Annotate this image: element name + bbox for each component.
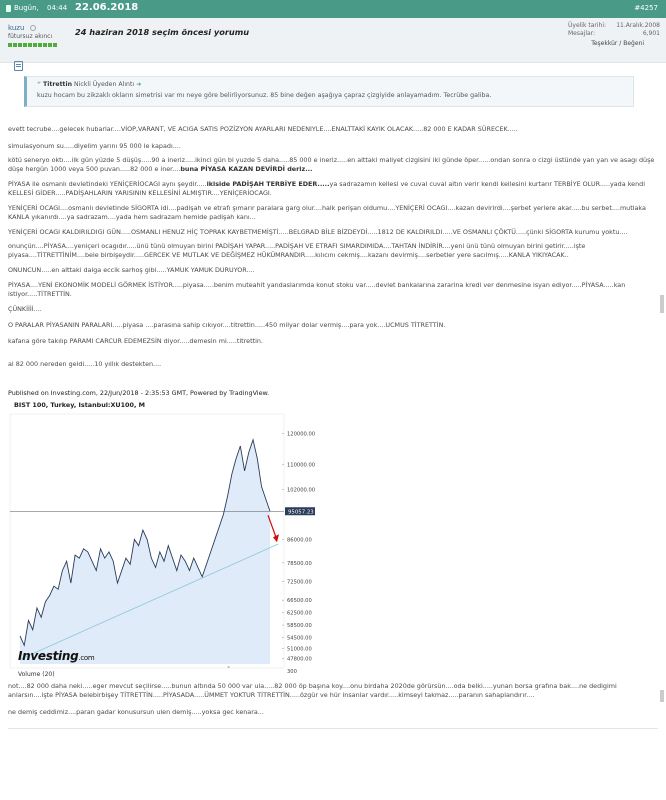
post-line: PİYASA ile osmanlı devletindeki YENİÇERİOCAGI aynı şeydir.....ikiside PADİŞAH TERBİYE EDER.....ya sadrazamın kellesi ve cuval cuval altın verir kendi kellesini kurtarır TERBİYE OLUR.....yada kendi KELLESİ GİDER.....PADİŞAHLARIN YARISININ KELLESİNİ ALMIŞTIR....YENİÇERİOCAGI. — [8, 180, 645, 197]
quote-author-suffix: Nickli Üyeden Alıntı — [74, 81, 135, 88]
y-tick-label: 66500.00 — [287, 598, 312, 605]
post-line: ÇÜNKİİİİ.... — [8, 305, 42, 313]
username-link[interactable]: kuzu — [8, 24, 25, 32]
post-day-label: Bugün, — [14, 4, 39, 12]
y-tick-label: 47800.00 — [287, 656, 312, 663]
y-tick-label: 110000.00 — [287, 462, 316, 469]
volume-value: 300 — [287, 669, 297, 675]
user-stats — [568, 22, 660, 38]
message-count-value: 6,901 — [642, 30, 660, 37]
post-header-bar — [0, 0, 666, 18]
post-line: YENİÇERİ OCAGI....osmanlı devletinde SİGORTA idi....padişah ve etrafı şımarır paralara garg olur....halk perişan oldumu....YENİÇERİ OCAGI....kazan devirirdi....şerbet yerlere akar.....bu serbet....mutlaka KANLA yıkanırdı....ya sadrazam....yada hem sadrazam hemide padişah kanı... — [8, 204, 646, 221]
post-line: O PARALAR PİYASANIN PARALARI.....piyasa ....parasına sahip cıkıyor....titrettin.....450 milyar dolar vermiş....para yok....UCMUS TİTRETTİN. — [8, 321, 446, 329]
document-icon — [14, 61, 23, 71]
thanks-like-button[interactable]: Teşekkür / Beğeni — [591, 40, 644, 47]
online-status-icon — [30, 25, 36, 31]
price-tag-label: 95057.23 — [288, 509, 314, 516]
post-title: 24 haziran 2018 seçim öncesi yorumu — [75, 27, 250, 37]
signature-divider — [8, 728, 658, 729]
chart-title: BIST 100, Turkey, Istanbul:XU100, M — [14, 401, 145, 409]
post-line: kötü seneryo oktı....ilk gün yüzde 5 düşüş.....90 a ineriz.....ikinci gün bi yuzde 5 daha.....85 000 e ineriz.....en alttaki maliyet cizgisini iki günde öper......ondan sonra o cizgi üstünde yan yan ve asagı düşe düşe hergün 1000 veya 500 puvan.....82 000 e iner....buna PİYASA KAZAN DEVİRDİ deriz... — [8, 156, 655, 173]
reputation-bar — [8, 41, 58, 45]
post-line: evett tecrube....gelecek hubarlar....VİOP,VARANT, VE ACIGA SATIS POZİZYON AYARLARI NEDENIYLE....ENALTTAKİ KAYIK OLACAK.....82 000 E KADAR SÜRECEK..... — [8, 125, 518, 133]
post-line: al 82 000 nereden geldi.....10 yıllık destekten.... — [8, 360, 162, 368]
post-date: 22.06.2018 — [75, 2, 139, 13]
post-line: ne demiş ceddimiz....paran gadar konusursun ulen demiş.....yoksa gec kenara... — [8, 708, 264, 716]
forecast-arrow-head — [273, 534, 279, 542]
quote-mark-icon: “ — [37, 81, 42, 88]
post-line: ONUNCUN.....en alttaki dalga eccik sarhoş gibi.....YAMUK YAMUK DURUYOR.... — [8, 266, 255, 274]
user-title: fütursuz akıncı — [8, 33, 53, 40]
join-date-value: 11.Aralık.2008 — [616, 22, 660, 29]
post-number-link[interactable]: #4257 — [634, 4, 658, 12]
post-line: simulasyonum su.....diyelim yarını 95 000 le kapadı.... — [8, 142, 181, 150]
quote-text: kuzu hocam bu zikzaklı okların simetrisi var mı neye göre belirliyorsunuz. 85 bine değen aşağıya çapraz çizgiyide anlayamadım. Tecrübe galiba. — [37, 92, 492, 99]
post-line: kafana göre takılıp PARAMI CARCUR EDEMEZSİN diyor.....demesin mi.....titrettin. — [8, 337, 263, 345]
investing-logo: Investing.com — [18, 649, 95, 663]
quote-header — [37, 81, 141, 88]
y-tick-label: 51000.00 — [287, 646, 312, 653]
scroll-marker — [660, 690, 664, 702]
post-line: not....82 000 daha neki.....eger mevcut seçilirse.....bunun altında 50 000 var ula.....82 000 öp başına koy....onu birdaha 2020de görürsün....oda belki.....yunan borsa grafına bak....ne dedigimi anlarsın....işte PİYASA belebirbişey TİTRETTİN.....PİYASADA.....ÜMMET YOKTUR TİTRETTİN.....özgür ve hür insanlar vardır.....kimseyi takmaz.....paranın sahaplandırır.... — [8, 682, 617, 699]
scroll-marker — [660, 295, 664, 313]
view-post-arrow-icon[interactable]: ➜ — [136, 81, 142, 88]
y-tick-label: 102000.00 — [287, 487, 316, 494]
volume-bar — [228, 666, 230, 668]
y-tick-label: 54500.00 — [287, 635, 312, 642]
post-line: YENİÇERİ OCAGI KALDIRILDIGI GÜN.....OSMANLI HENUZ HİÇ TOPRAK KAYBETMEMİŞTİ.....BELGRAD BİLE BİZDEYDİ.....1812 DE KALDIRILDI.....VE OSMANLI ÇÖKTÜ.....çünki SİGORTA kurumu yoktu.... — [8, 228, 628, 236]
post-line: PİYASA....YENİ EKONOMİK MODELİ GÖRMEK İSTİYOR.....piyasa.....benim muteahit yandaslarımda konut stoku var.....devlet bankalarına zararina kredi ver denmesine isyan ediyor.....PİYASA.....kan istiyor.....TİTRETTİN. — [8, 281, 626, 298]
quote-author: Titrettin — [43, 81, 73, 88]
y-tick-label: 62500.00 — [287, 610, 312, 617]
post-icon — [6, 5, 11, 12]
quote-box — [24, 76, 634, 107]
post-line: onunçün....PİYASA....yeniçeri ocagıdır.....ünü tünü olmuyan birini PADİŞAH YAPAR.....PADİŞAH VE ETRAFI SIMARDIMIDA....TAHTAN İNDİRİR....yeni ünü tünü olmuyan birini getirir.....işte piyasa....TİTRETTİNİM....bele birbişeydir.....GERCEK VE MUTLAK VE DEĞİŞMEZ HÜKÜMRANDIR.....kılıcını cekmiş....kazanı devirmiş....serbetler yere sacılmış.....KANLA YIKIYACAK.. — [8, 242, 586, 259]
post-user-row — [0, 18, 666, 63]
y-tick-label: 78500.00 — [287, 560, 312, 567]
y-tick-label: 86000.00 — [287, 537, 312, 544]
join-date-label: Üyelik tarihi: — [568, 22, 607, 29]
y-tick-label: 58500.00 — [287, 623, 312, 630]
message-count-label: Mesajlar: — [568, 30, 596, 37]
post-time: 04:44 — [47, 4, 68, 12]
chart-published-caption: Published on Investing.com, 22/Jun/2018 - 2:35:53 GMT, Powered by TradingView. — [8, 389, 270, 397]
volume-label: Volume (20) — [18, 671, 55, 678]
y-tick-label: 120000.00 — [287, 431, 316, 438]
y-tick-label: 72500.00 — [287, 579, 312, 586]
